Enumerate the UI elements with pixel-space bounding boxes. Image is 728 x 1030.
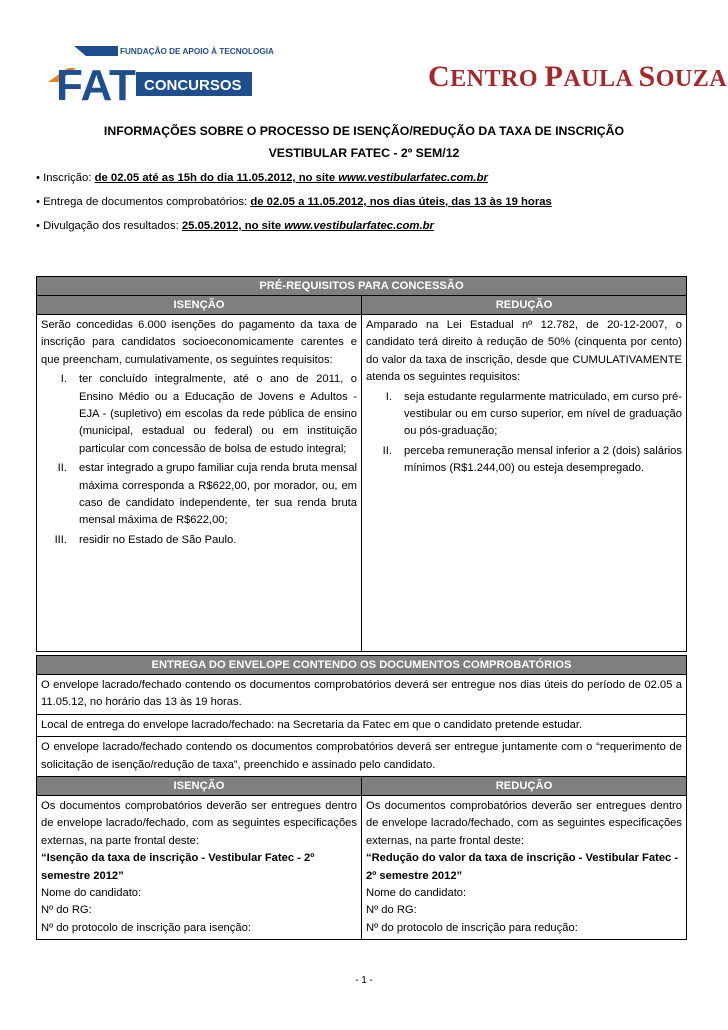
list-item: II. estar integrado a grupo familiar cuja renda bruta mensal máxima corresponda a R$622,00, por morador, ou, em caso de candidato independente, ter sua renda bruta mensal máxima de R$622,00; xyxy=(57,462,357,527)
site-link: www.vestibularfatec.com.br xyxy=(284,220,434,232)
list-item: III. residir no Estado de São Paulo. xyxy=(54,533,237,546)
reducao-envelope-spec: Os documentos comprobatórios deverão ser entregues dentro de envelope lacrado/fechado, com as seguintes especificações externas, na parte frontal deste: “Redução do valor da taxa de inscrição - Vestibular Fatec - 2º semestre 2012” Nome do candidato: Nº do RG: Nº do protocolo de inscrição para redução: xyxy=(362,796,687,940)
list-item: I. ter concluído integralmente, até o ano de 2011, o Ensino Médio ou a Educação de Jovens e Adultos - EJA - (supletivo) em escolas da rede pública de ensino (municipal, estadual ou federal) ou em instituição particular com concessão de bolsa de estudo integral; xyxy=(60,373,357,455)
site-link: www.vestibularfatec.com.br xyxy=(338,172,488,184)
isencao-requirements: Serão concedidas 6.000 isenções do pagamento da taxa de inscrição para candidatos socioeconomicamente carentes e que preencham, cumulativamente, os seguintes requisitos: I. ter concluído integralmente, até o ano de 2011, o Ensino Médio ou a Educação de Jovens e Adultos - EJA - (supletivo) em escolas da rede pública de ensino (municipal, estadual ou federal) ou em instituição particular com concessão de bolsa de estudo integral; II. estar integrado a grupo familiar cuja renda bruta mensal máxima corresponda a R$622,00, por morador, ou, em caso de candidato independente, ter sua renda bruta mensal máxima de R$622,00; III. residir no Estado de São Paulo. xyxy=(37,315,362,652)
isencao-col-header: ISENÇÃO xyxy=(37,777,362,796)
bullet-divulgacao: • Divulgação dos resultados: 25.05.2012, no site www.vestibularfatec.com.br xyxy=(36,220,434,232)
fat-concursos-logo xyxy=(46,42,274,110)
isencao-envelope-spec: Os documentos comprobatórios deverão ser entregues dentro de envelope lacrado/fechado, com as seguintes especificações externas, na parte frontal deste: “Isenção da taxa de inscrição - Vestibular Fatec - 2º semestre 2012” Nome do candidato: Nº do RG: Nº do protocolo de inscrição para isenção: xyxy=(37,796,362,940)
fat-foundation-text: FUNDAÇÃO DE APOIO À TECNOLOGIA xyxy=(120,47,274,56)
fat-letters: FAT xyxy=(56,61,136,110)
reducao-col-header: REDUÇÃO xyxy=(362,777,687,796)
page-number: - 1 - xyxy=(355,975,373,986)
list-item: II. perceba remuneração mensal inferior a 2 (dois) salários mínimos (R$1.244,00) ou esteja desempregado. xyxy=(382,444,682,475)
page-subtitle: VESTIBULAR FATEC - 2º SEM/12 xyxy=(268,146,460,160)
reducao-col-header: REDUÇÃO xyxy=(362,296,687,315)
list-item: I. seja estudante regularmente matriculado, em curso pré-vestibular ou em curso superior, em nível de graduação ou pós-graduação; xyxy=(385,390,682,438)
bullet-inscricao: • Inscrição: de 02.05 até as 15h do dia 11.05.2012, no site www.vestibularfatec.com.br xyxy=(36,172,488,184)
bullet-entrega: • Entrega de documentos comprobatórios: de 02.05 a 11.05.2012, nos dias úteis, das 13 às 19 horas xyxy=(36,196,552,208)
delivery-header: ENTREGA DO ENVELOPE CONTENDO OS DOCUMENTOS COMPROBATÓRIOS xyxy=(37,656,687,675)
page-title: INFORMAÇÕES SOBRE O PROCESSO DE ISENÇÃO/REDUÇÃO DA TAXA DE INSCRIÇÃO xyxy=(103,124,625,138)
isencao-col-header: ISENÇÃO xyxy=(37,296,362,315)
prerequisites-header: PRÉ-REQUISITOS PARA CONCESSÃO xyxy=(37,277,687,296)
centro-paula-souza-logo: CENTRO PAULA SOUZA xyxy=(428,60,728,93)
fat-concursos-text: CONCURSOS xyxy=(144,77,242,94)
delivery-location: Local de entrega do envelope lacrado/fechado: na Secretaria da Fatec em que o candidato pretende estudar. xyxy=(37,714,687,736)
delivery-table xyxy=(36,655,687,940)
delivery-period: O envelope lacrado/fechado contendo os documentos comprobatórios deverá ser entregue nos dias úteis do período de 02.05 a 11.05.12, no horário das 13 às 19 horas. xyxy=(37,675,687,715)
delivery-requirement: O envelope lacrado/fechado contendo os documentos comprobatórios deverá ser entregue juntamente com o “requerimento de solicitação de isenção/redução de taxa”, preenchido e assinado pelo candidato. xyxy=(37,737,687,777)
reducao-requirements: Amparado na Lei Estadual nº 12.782, de 20-12-2007, o candidato terá direito à redução de 50% (cinquenta por cento) do valor da taxa de inscrição, desde que CUMULATIVAMENTE atenda os seguintes requisitos: I. seja estudante regularmente matriculado, em curso pré-vestibular ou em curso superior, em nível de graduação ou pós-graduação; II. perceba remuneração mensal inferior a 2 (dois) salários mínimos (R$1.244,00) ou esteja desempregado. xyxy=(362,315,687,652)
prerequisites-table xyxy=(36,276,687,652)
